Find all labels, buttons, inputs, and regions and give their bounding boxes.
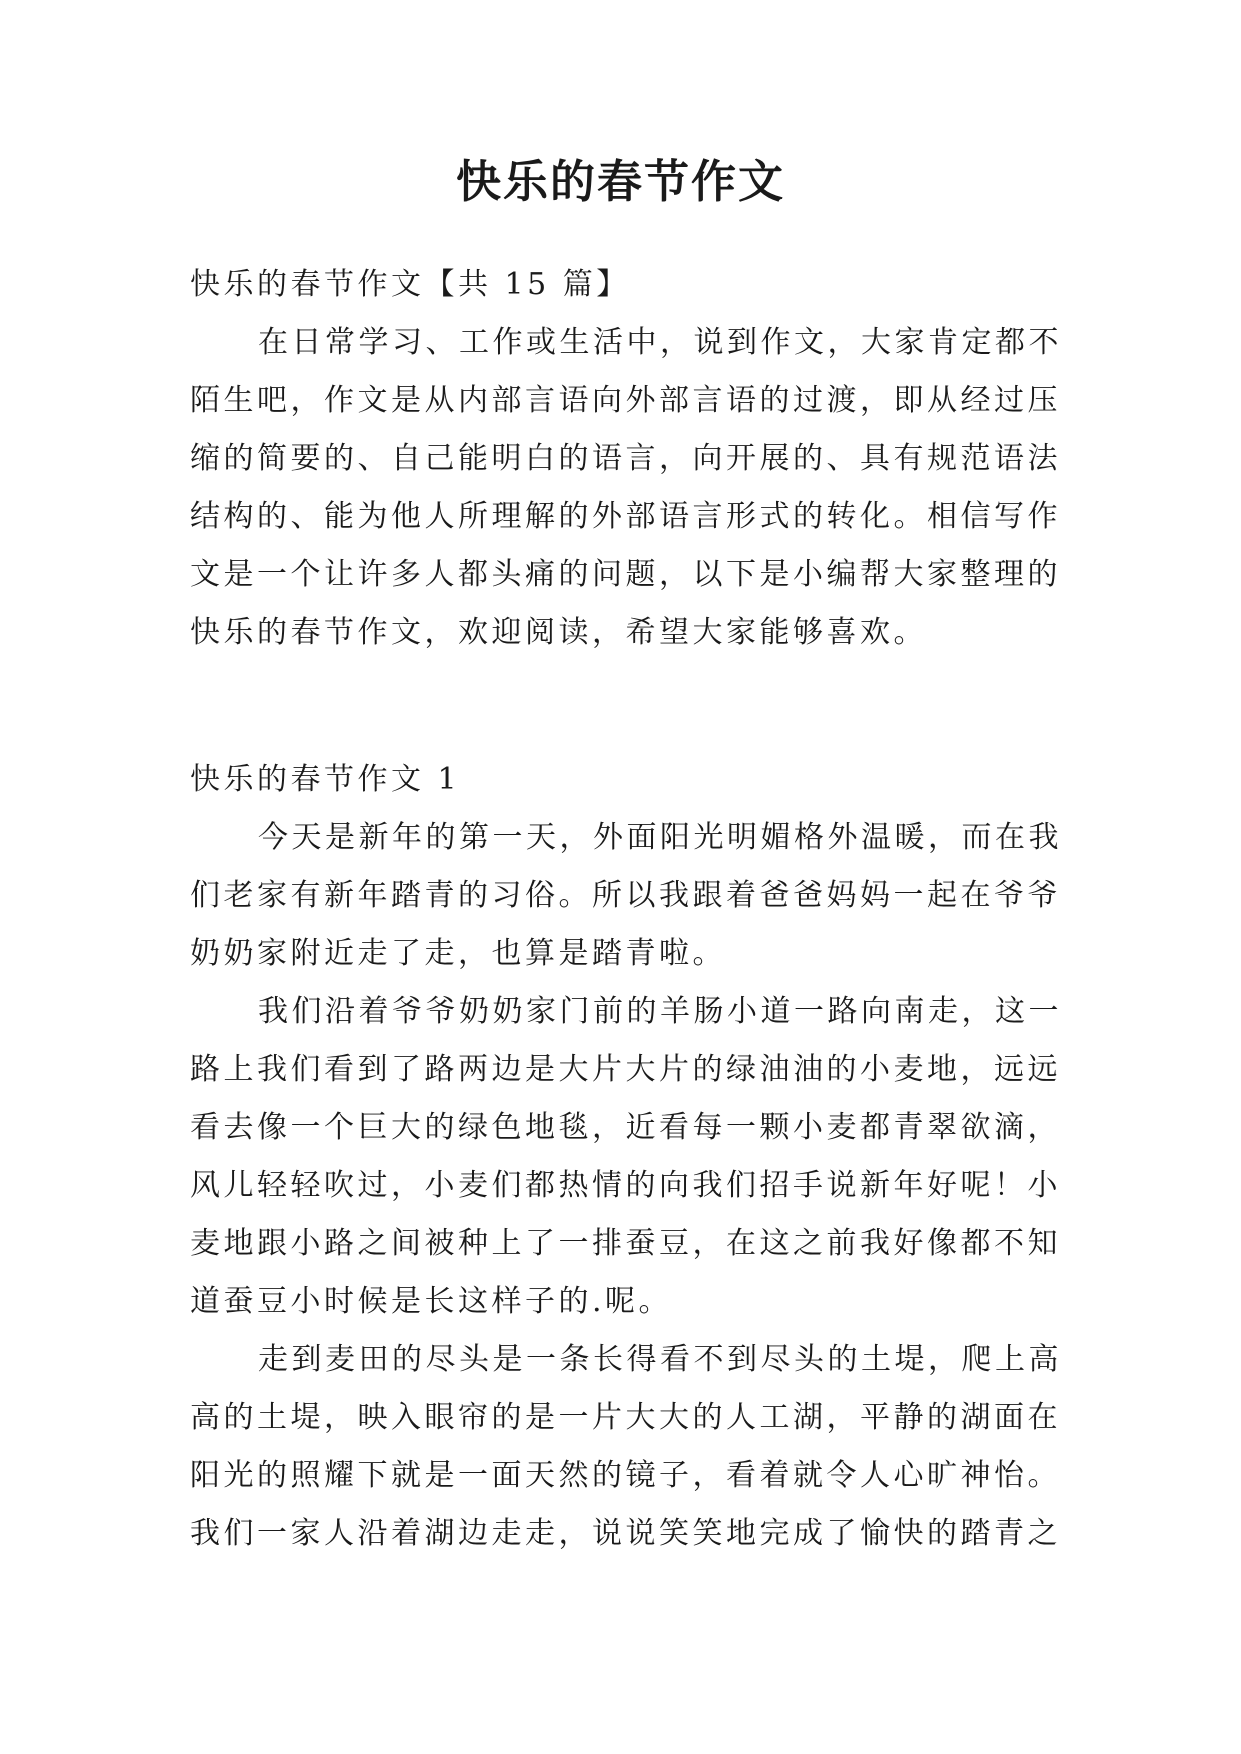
intro-line: 在日常学习、工作或生活中，说到作文，大家肯定都不: [258, 325, 1062, 360]
paragraph-line: 奶奶家附近走了走，也算是踏青啦。: [190, 936, 726, 971]
intro-section: [190, 256, 1062, 662]
paragraph-line: 阳光的照耀下就是一面天然的镜子，看着就令人心旷神怡。: [190, 1458, 1061, 1493]
paragraph-line: 麦地跟小路之间被种上了一排蚕豆，在这之前我好像都不知: [190, 1226, 1061, 1261]
essay-1-paragraph-1: [190, 809, 1062, 983]
paragraph-line: 我们一家人沿着湖边走走，说说笑笑地完成了愉快的踏青之: [190, 1516, 1061, 1551]
paragraph-line: 走到麦田的尽头是一条长得看不到尽头的土堤，爬上高: [258, 1342, 1062, 1377]
intro-line: 缩的简要的、自己能明白的语言，向开展的、具有规范语法: [190, 441, 1061, 476]
paragraph-line: 看去像一个巨大的绿色地毯，近看每一颗小麦都青翠欲滴，: [190, 1110, 1061, 1145]
essay-1-paragraph-2: [190, 983, 1062, 1331]
intro-paragraph: [190, 314, 1062, 662]
paragraph-line: 风儿轻轻吹过，小麦们都热情的向我们招手说新年好呢！小: [190, 1168, 1061, 1203]
paragraph-line: 今天是新年的第一天，外面阳光明媚格外温暖，而在我: [258, 820, 1062, 855]
essay-1-section: [190, 751, 1062, 1563]
paragraph-line: 们老家有新年踏青的习俗。所以我跟着爸爸妈妈一起在爷爷: [190, 878, 1061, 913]
paragraph-line: 路上我们看到了路两边是大片大片的绿油油的小麦地，远远: [190, 1052, 1061, 1087]
document-title: 快乐的春节作文: [455, 155, 785, 208]
intro-line: 快乐的春节作文，欢迎阅读，希望大家能够喜欢。: [190, 615, 927, 650]
intro-line: 结构的、能为他人所理解的外部语言形式的转化。相信写作: [190, 499, 1061, 534]
paragraph-line: 道蚕豆小时候是长这样子的.呢。: [190, 1284, 673, 1319]
paragraph-line: 我们沿着爷爷奶奶家门前的羊肠小道一路向南走，这一: [258, 994, 1062, 1029]
essay-1-paragraph-3: [190, 1331, 1062, 1563]
intro-line: 文是一个让许多人都头痛的问题，以下是小编帮大家整理的: [190, 557, 1061, 592]
collection-heading: 快乐的春节作文【共 15 篇】: [190, 267, 630, 302]
intro-line: 陌生吧，作文是从内部言语向外部言语的过渡，即从经过压: [190, 383, 1061, 418]
paragraph-line: 高的土堤，映入眼帘的是一片大大的人工湖，平静的湖面在: [190, 1400, 1061, 1435]
essay-1-heading: 快乐的春节作文 1: [190, 762, 461, 797]
